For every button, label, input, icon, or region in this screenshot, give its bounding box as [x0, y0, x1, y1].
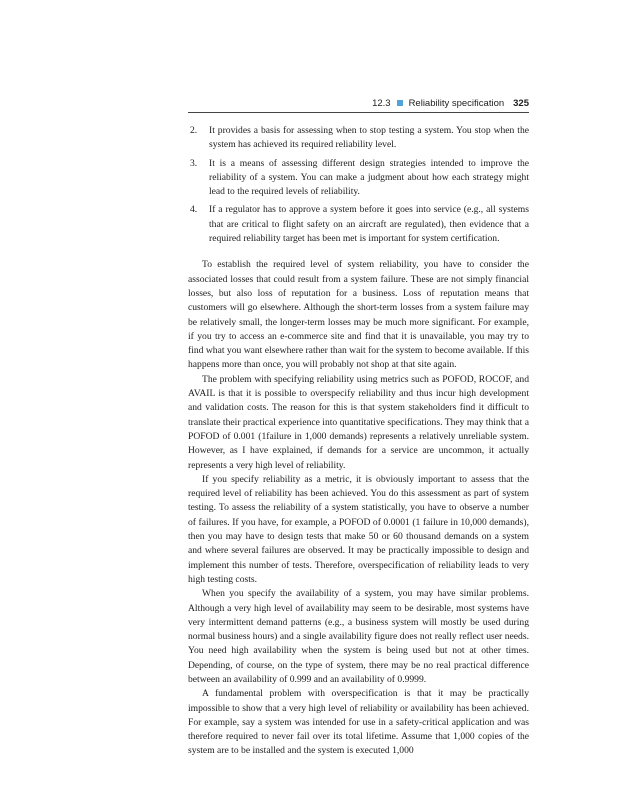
paragraph: If you specify reliability as a metric, it is obviously important to assess that the required level of reliability has been achieved. You do this assessment as part of system testing. To assess the reliability of a system statistically, you have to observe a number of failures. If you have, for example, a POFOD of 0.0001 (1 failure in 10,000 demands), then you may have to design tests that make 50 or 60 thousand demands on a system and where several failures are observed. It may be practically impossible to design and implement this number of tests. Therefore, overspecification of reliability leads to very high testing costs. — [188, 473, 529, 585]
paragraph: A fundamental problem with overspecification is that it may be practically impossible to show that a very high level of reliability or availability has been achieved. For example, say a system was intended for use in a safety-critical application and was therefore required to never fail over its total lifetime. Assume that 1,000 copies of the system are to be installed and the system is executed 1,000 — [188, 688, 529, 757]
list-item — [188, 203, 529, 246]
list-item — [188, 157, 529, 200]
numbered-list — [188, 124, 529, 246]
paragraph: When you specify the availability of a system, you may have similar problems. Although a very high level of availability may seem to be desirable, most systems have very intermittent demand patterns (e.g., a business system will mostly be used during normal business hours) and a single availability figure does not really reflect user needs. You need high availability when the system is being used but not at other times. Depending, of course, on the type of system, there may be no real practical difference between an availability of 0.999 and an availability of 0.9999. — [188, 588, 529, 685]
list-item — [188, 124, 529, 153]
list-item-number: 4. — [190, 204, 198, 216]
section-number: 12.3 — [372, 98, 391, 109]
page-number: 325 — [513, 98, 529, 109]
section-title: Reliability specification — [408, 98, 505, 109]
list-item-text: It is a means of assessing different design strategies intended to improve the reliability of a system. You can make a judgment about how each strategy might lead to the required levels of reliability. — [209, 157, 529, 198]
header-rule — [188, 112, 529, 113]
list-item-number: 3. — [190, 157, 198, 169]
list-item-text: If a regulator has to approve a system before it goes into service (e.g., all systems that are critical to flight safety on an aircraft are regulated), then evidence that a required reliability target has been met is important for system certification. — [209, 204, 529, 245]
header-text — [372, 98, 529, 109]
paragraph: To establish the required level of system reliability, you have to consider the associated losses that could result from a system failure. These are not simply financial losses, but also loss of reputation for a business. Loss of reputation means that customers will go elsewhere. Although the short-term losses from a system failure may be relatively small, the longer-term losses may be much more significant. For example, if you try to access an e-commerce site and find that it is unavailable, you may try to find what you want elsewhere rather than wait for the system to become available. If this happens more than once, you will probably not shop at that site again. — [188, 259, 529, 371]
paragraph: The problem with specifying reliability using metrics such as POFOD, ROCOF, and AVAIL is that it is possible to overspecify reliability and thus incur high development and validation costs. The reason for this is that system stakeholders find it difficult to translate their practical experience into quantitative specifications. They may think that a POFOD of 0.001 (1failure in 1,000 demands) represents a relatively unreliable system. However, as I have explained, if demands for a service are uncommon, it actually represents a very high level of reliability. — [188, 373, 529, 471]
list-item-text: It provides a basis for assessing when to stop testing a system. You stop when the system has achieved its required reliability level. — [209, 125, 529, 151]
list-item-number: 2. — [190, 125, 198, 136]
running-header — [188, 95, 529, 113]
body-text — [188, 258, 529, 758]
square-bullet-icon — [397, 100, 403, 106]
page-body — [188, 124, 529, 759]
